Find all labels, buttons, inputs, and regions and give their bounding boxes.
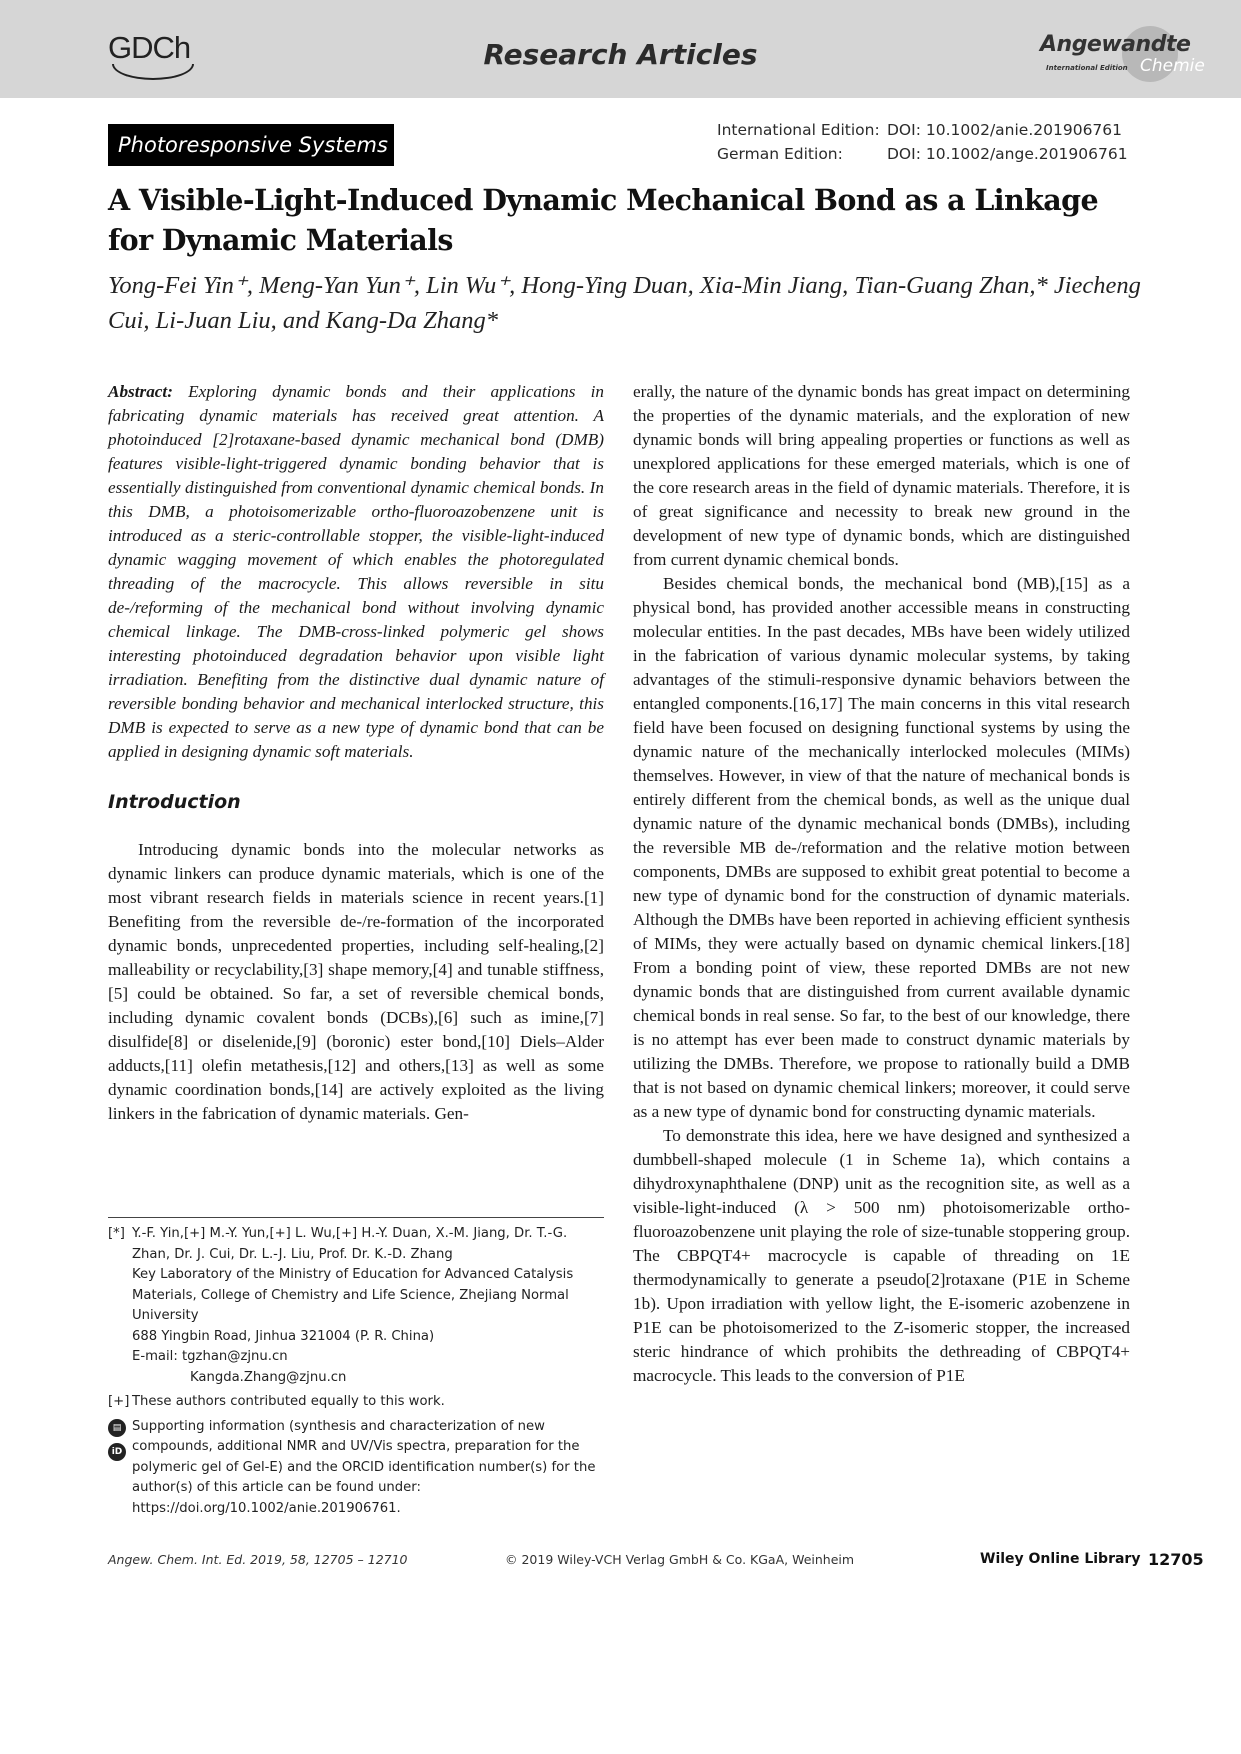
affiliation-address: 688 Yingbin Road, Jinhua 321004 (P. R. China): [132, 1328, 435, 1344]
author-list: Yong-Fei Yin⁺, Meng-Yan Yun⁺, Lin Wu⁺, Hong-Ying Duan, Xia-Min Jiang, Tian-Guang Zhan,* Jiecheng Cui, Li-Juan Liu, and Kang-Da Zhang*: [108, 272, 1141, 334]
copyright: © 2019 Wiley-VCH Verlag GmbH & Co. KGaA, Weinheim: [505, 1552, 855, 1567]
page-number: 12705: [1148, 1550, 1204, 1569]
orcid-icon[interactable]: iD: [108, 1443, 126, 1461]
angewandte-logo: Angewandte International Edition Chemie: [1040, 24, 1210, 84]
page-footer: [0, 1552, 1241, 1576]
equal-contribution-footnote: [+] These authors contributed equally to this work.: [108, 1394, 445, 1409]
doi-international: International Edition: DOI: 10.1002/anie.201906761: [717, 118, 1137, 142]
citation: Angew. Chem. Int. Ed. 2019, 58, 12705 – 12710: [108, 1552, 408, 1567]
doi-german: German Edition: DOI: 10.1002/ange.201906761: [717, 142, 1137, 166]
email-line: E-mail: tgzhan@zjnu.cn: [132, 1349, 288, 1364]
topic-badge: Photoresponsive Systems: [108, 124, 394, 166]
supporting-info-icon[interactable]: ▤: [108, 1419, 126, 1437]
footnote-divider: [108, 1217, 604, 1218]
left-column: [108, 380, 604, 1126]
body-paragraph: To demonstrate this idea, here we have designed and synthesized a dumbbell-shaped molecule (1 in Scheme 1a), which contains a dihydroxynaphthalene (DNP) unit as the recognition site, as well as a visible-light-induced (λ > 500 nm) photoisomerizable ortho-fluoroazobenzene unit playing the role of size-tunable stoppering group. The CBPQT4+ macrocycle is capable of threading on 1E thermodynamically to generate a pseudo[2]rotaxane (P1E in Scheme 1b). Upon irradiation with yellow light, the E-isomeric azobenzene in P1E can be photoisomerized to the Z-isomeric stopper, the increased steric hindrance of which prohibits the dethreading of CBPQT4+ macrocycle. This leads to the conversion of P1E: [633, 1126, 1130, 1385]
abstract: [108, 380, 604, 764]
supporting-info-text: Supporting information (synthesis and characterization of new compounds, additional NMR and UV/Vis spectra, preparation for the polymeric gel of Gel-E) and the ORCID identification number(s) for the author(s) of this article can be found under: https://doi.org/10.1002/anie.201906761.: [132, 1418, 596, 1516]
gdch-logo: GDCh: [108, 30, 200, 82]
affiliation-footnote: [*] Y.-F. Yin,[+] M.-Y. Yun,[+] L. Wu,[+] H.-Y. Duan, X.-M. Jiang, Dr. T.-G. Zhan, Dr. J. Cui, Dr. L.-J. Liu, Prof. Dr. K.-D. Zhang Key Laboratory of the Ministry of Education for Advanced Catalysis Materials, College of Chemistry and Life Science, Zhejiang Normal University 688 Yingbin Road, Jinhua 321004 (P. R. China) E-mail: tgzhan@zjnu.cn Kangda.Zhang@zjnu.cn: [108, 1224, 608, 1388]
body-paragraph: Besides chemical bonds, the mechanical bond (MB),[15] as a physical bond, has provided another accessible means in constructing molecular entities. In the past decades, MBs have been widely utilized in the fabrication of various dynamic molecular systems, by taking advantages of the stimuli-responsive dynamic behaviors between the entangled components.[16,17] The main concerns in this vital research field have been focused on designing functional systems by using the dynamic nature of the mechanically interlocked molecules (MIMs) themselves. However, in view of that the nature of mechanical bonds is entirely different from the chemical bonds, as well as the unique dual dynamic nature of the dynamic mechanical bonds (DMBs), including the reversible MB de-/reformation and the relative motion between components, DMBs are supposed to exhibit great potential to become a new type of dynamic bond for the construction of dynamic materials. Although the DMBs have been reported in achieving efficient synthesis of MIMs, they were actually based on dynamic chemical linkers.[18] From a bonding point of view, these reported DMBs are not new dynamic bonds that are distinguished from current available dynamic chemical bonds in real sense. So far, to the best of our knowledge, there is no attempt has ever been made to construct dynamic materials by utilizing the DMBs. Therefore, we propose to rationally build a DMB that is not based on dynamic chemical linkers; moreover, it could serve as a new type of dynamic bond for constructing dynamic materials.: [633, 574, 1130, 1121]
article-title: A Visible-Light-Induced Dynamic Mechanical Bond as a Linkage for Dynamic Materials: [108, 183, 1099, 257]
doi-link[interactable]: DOI: 10.1002/anie.201906761: [887, 121, 1123, 139]
email-link[interactable]: Kangda.Zhang@zjnu.cn: [190, 1369, 347, 1385]
affiliation-names: Y.-F. Yin,[+] M.-Y. Yun,[+] L. Wu,[+] H.-Y. Duan, X.-M. Jiang, Dr. T.-G. Zhan, Dr. J. Cui, Dr. L.-J. Liu, Prof. Dr. K.-D. Zhang: [132, 1226, 568, 1262]
body-paragraph: Introducing dynamic bonds into the molecular networks as dynamic linkers can produce dynamic materials, which is one of the most vibrant research fields in materials science in recent years.[1] Benefiting from the reversible de-/re-formation of the incorporated dynamic bonds, unprecedented properties, including self-healing,[2] malleability or recyclability,[3] shape memory,[4] and tunable stiffness,[5] could be obtained. So far, a set of reversible chemical bonds, including dynamic covalent bonds (DCBs),[6] such as imine,[7] disulfide[8] or diselenide,[9] (boronic) ester bond,[10] Diels–Alder adducts,[11] olefin metathesis,[12] and others,[13] as well as some dynamic coordination bonds,[14] are actively exploited as the living linkers in the fabrication of dynamic materials. Gen-: [108, 840, 604, 1123]
doi-link[interactable]: DOI: 10.1002/ange.201906761: [887, 145, 1128, 163]
abstract-text: Exploring dynamic bonds and their applications in fabricating dynamic materials has received great attention. A photoinduced [2]rotaxane-based dynamic mechanical bond (DMB) features visible-light-triggered dynamic bonding behavior that is essentially distinguished from conventional dynamic chemical bonds. In this DMB, a photoisomerizable ortho-fluoroazobenzene unit is introduced as a steric-controllable stopper, the visible-light-induced dynamic wagging movement of which enables the photoregulated threading of the macrocycle. This allows reversible in situ de-/reforming of the mechanical bond without involving dynamic chemical linkage. The DMB-cross-linked polymeric gel shows interesting photoinduced degradation behavior upon visible light irradiation. Benefiting from the distinctive dual dynamic nature of reversible bonding behavior and mechanical interlocked structure, this DMB is expected to serve as a new type of dynamic bond that can be applied in designing dynamic soft materials.: [108, 382, 605, 761]
body-paragraph: erally, the nature of the dynamic bonds has great impact on determining the properties of the dynamic materials, and the exploration of new dynamic bonds will bring appealing properties or functions as well as unexplored applications for these emerged materials, which is one of the core research areas in the field of dynamic materials. Therefore, it is of great significance and necessity to break new ground in the development of new type of dynamic bonds, which are distinguished from current dynamic chemical bonds.: [633, 382, 1130, 569]
section-title: Research Articles: [483, 38, 758, 71]
email-link[interactable]: tgzhan@zjnu.cn: [182, 1349, 288, 1364]
introduction-heading: Introduction: [108, 791, 241, 813]
affiliation-institution: Key Laboratory of the Ministry of Education for Advanced Catalysis Materials, College of Chemistry and Life Science, Zhejiang Normal University: [132, 1267, 574, 1323]
doi-block: [717, 118, 1137, 166]
supporting-info-footnote: [108, 1417, 608, 1520]
right-column: [633, 380, 1130, 1388]
footnotes: [108, 1224, 608, 1523]
journal-header-bar: [0, 0, 1241, 98]
email-line: [132, 1368, 608, 1389]
abstract-label: Abstract:: [108, 382, 173, 401]
wiley-online-library-logo[interactable]: Wiley Online Library: [980, 1551, 1141, 1567]
